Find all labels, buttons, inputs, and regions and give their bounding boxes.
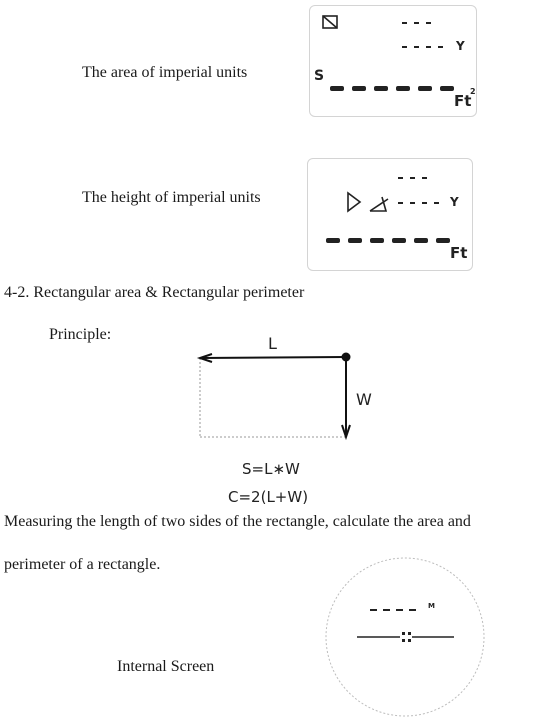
- lcd-area-prefix: S: [314, 68, 325, 84]
- width-arrow: [342, 357, 350, 437]
- internal-screen-dashes: [370, 609, 416, 611]
- rectangle-dotted-edges: [200, 358, 346, 437]
- start-point-dot: [342, 353, 351, 362]
- lcd-height-top-dashes: [398, 177, 439, 204]
- lcd-height-segments: [308, 159, 472, 270]
- lcd-area-segments: [310, 6, 476, 116]
- length-label: L: [268, 334, 277, 353]
- principle-label: Principle:: [49, 326, 112, 343]
- description-line-1: Measuring the length of two sides of the rectangle, calculate the area and: [4, 513, 471, 530]
- rectangle-diagram: [190, 330, 390, 450]
- crosshair-center-marks: [402, 632, 411, 642]
- internal-screen-caption: Internal Screen: [117, 658, 215, 675]
- width-label: W: [356, 390, 372, 409]
- height-caption: The height of imperial units: [82, 189, 261, 206]
- internal-screen-circle: [326, 558, 484, 716]
- lcd-height-unit-main: Ft: [450, 244, 468, 262]
- lcd-area-main-dashes: [330, 86, 454, 91]
- lcd-height-display: [307, 158, 473, 271]
- internal-screen-unit: M: [428, 602, 435, 610]
- lcd-area-display: [309, 5, 477, 117]
- perimeter-formula: C=2(L+W): [228, 488, 309, 506]
- section-heading: 4-2. Rectangular area & Rectangular perimeter: [4, 284, 305, 301]
- lcd-area-unit-exp: 2: [470, 87, 476, 96]
- internal-screen-display: [324, 553, 490, 719]
- area-formula: S=L∗W: [242, 460, 300, 478]
- lcd-height-unit-top: Y: [450, 195, 459, 209]
- triangle-angle-icon: [348, 193, 388, 211]
- lcd-height-main-dashes: [326, 238, 450, 243]
- area-caption: The area of imperial units: [82, 64, 248, 81]
- description-line-2: perimeter of a rectangle.: [4, 556, 161, 573]
- lcd-area-unit-top: Y: [456, 39, 465, 53]
- rectangle-area-icon: [323, 16, 337, 28]
- lcd-area-top-dashes: [402, 22, 443, 48]
- length-arrow: [200, 354, 346, 362]
- lcd-area-unit-main: Ft: [454, 92, 472, 110]
